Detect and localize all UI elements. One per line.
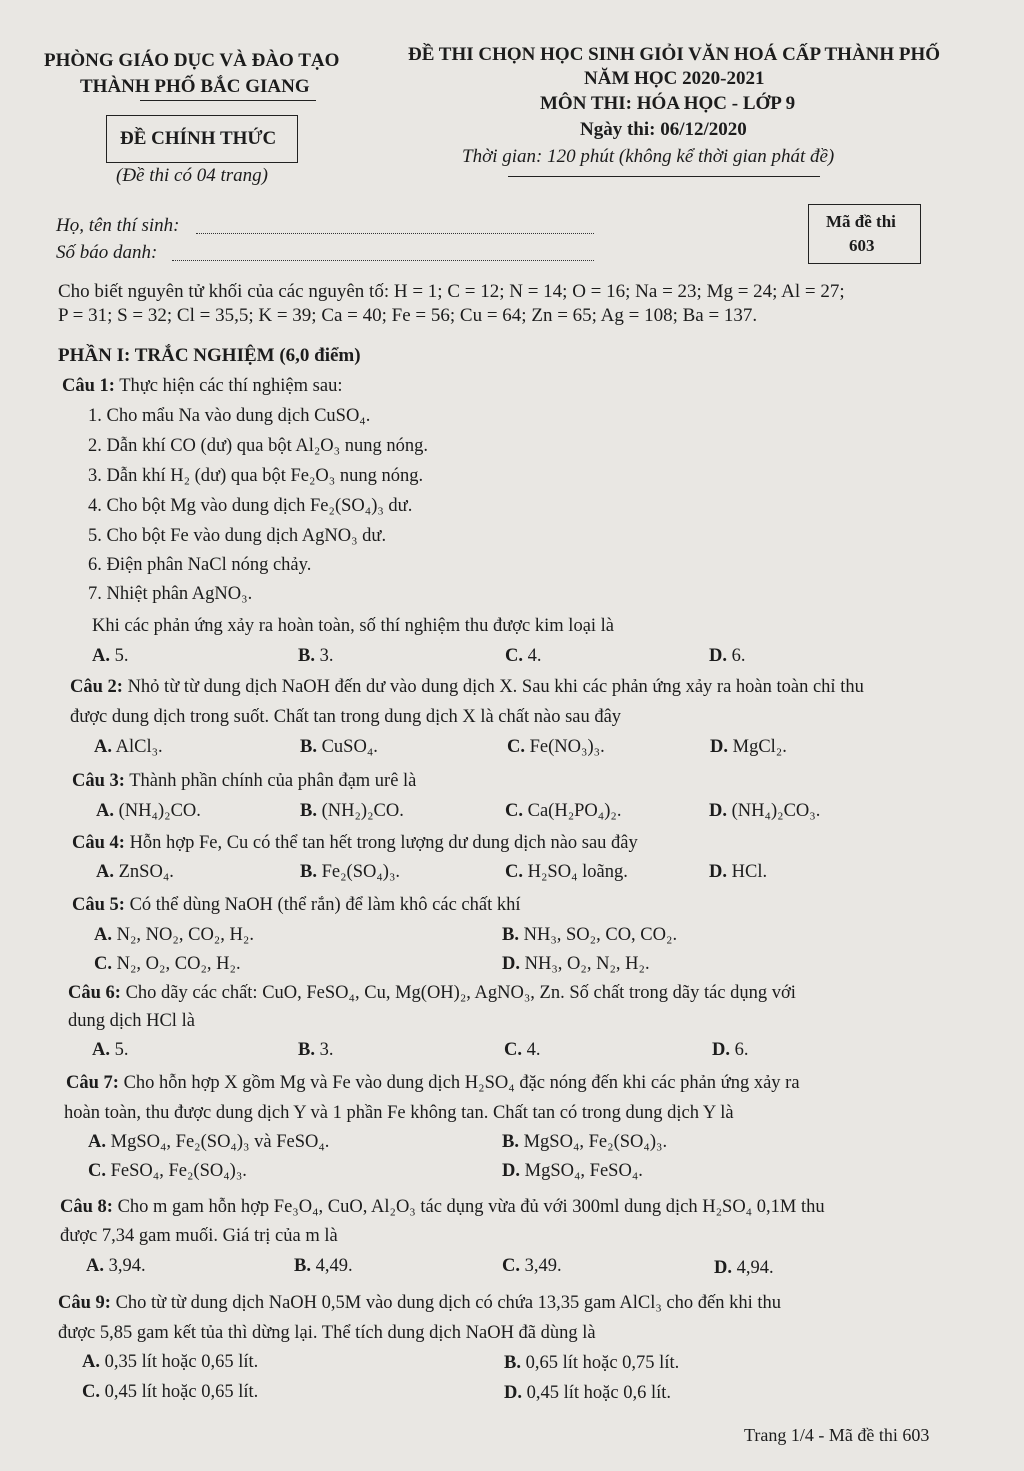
question-1-text: Thực hiện các thí nghiệm sau: bbox=[119, 376, 343, 396]
q1-prompt: Khi các phản ứng xảy ra hoàn toàn, số thí nghiệm thu được kim loại là bbox=[92, 616, 615, 636]
question-9-label: Câu 9: bbox=[58, 1293, 111, 1313]
q3-option-d: D. (NH₄)₂CO₃. bbox=[709, 801, 821, 821]
question-7-line1: Cho hỗn hợp X gồm Mg và Fe vào dung dịch H₂SO₄ đặc nóng đến khi các phản ứng xảy ra bbox=[123, 1073, 800, 1093]
question-6-label: Câu 6: bbox=[68, 983, 121, 1003]
question-8-label: Câu 8: bbox=[60, 1197, 113, 1217]
pages-note: (Đề thi có 04 trang) bbox=[116, 165, 268, 186]
q5-option-c: C. N₂, O₂, CO₂, H₂. bbox=[94, 954, 241, 974]
question-5 bbox=[72, 895, 521, 916]
q3-option-b: B. (NH₂)₂CO. bbox=[300, 801, 404, 821]
q5-option-d: D. NH₃, O₂, N₂, H₂. bbox=[502, 954, 650, 974]
question-4-label: Câu 4: bbox=[72, 833, 125, 853]
q8-option-c: C. 3,49. bbox=[502, 1256, 562, 1276]
duration: Thời gian: 120 phút (không kể thời gian phát đề) bbox=[462, 146, 835, 167]
q1-item-1: 1. Cho mẩu Na vào dung dịch CuSO₄. bbox=[88, 406, 371, 426]
q2-option-c: C. Fe(NO₃)₃. bbox=[507, 737, 605, 757]
question-8-line1: Cho m gam hỗn hợp Fe₃O₄, CuO, Al₂O₃ tác dụng vừa đủ với 300ml dung dịch H₂SO₄ 0,1M thu bbox=[117, 1197, 825, 1217]
question-6-line2: dung dịch HCl là bbox=[68, 1011, 195, 1031]
q1-item-6: 6. Điện phân NaCl nóng chảy. bbox=[88, 555, 312, 575]
q7-option-a: A. MgSO₄, Fe₂(SO₄)₃ và FeSO₄. bbox=[88, 1132, 330, 1152]
q1-option-d: D. 6. bbox=[709, 646, 746, 666]
question-7-line2: hoàn toàn, thu được dung dịch Y và 1 phần Fe không tan. Chất tan có trong dung dịch Y là bbox=[64, 1103, 734, 1123]
question-9-line2: được 5,85 gam kết tủa thì dừng lại. Thể tích dung dịch NaOH đã dùng là bbox=[58, 1323, 596, 1343]
question-2-line1: Nhỏ từ từ dung dịch NaOH đến dư vào dung dịch X. Sau khi các phản ứng xảy ra hoàn toàn chỉ thu bbox=[127, 677, 864, 697]
q1-item-3: 3. Dẫn khí H₂ (dư) qua bột Fe₂O₃ nung nóng. bbox=[88, 466, 424, 486]
page-footer: Trang 1/4 - Mã đề thi 603 bbox=[744, 1425, 930, 1445]
q7-option-d: D. MgSO₄, FeSO₄. bbox=[502, 1161, 643, 1181]
q6-option-c: C. 4. bbox=[504, 1040, 541, 1060]
official-label: ĐỀ CHÍNH THỨC bbox=[120, 128, 277, 149]
q9-option-c: C. 0,45 lít hoặc 0,65 lít. bbox=[82, 1382, 259, 1402]
q6-option-b: B. 3. bbox=[298, 1040, 334, 1060]
q4-option-c: C. H₂SO₄ loãng. bbox=[505, 862, 628, 882]
question-2-line2: được dung dịch trong suốt. Chất tan trong dung dịch X là chất nào sau đây bbox=[70, 707, 622, 727]
question-5-label: Câu 5: bbox=[72, 895, 125, 915]
question-1 bbox=[62, 376, 342, 397]
q1-option-a: A. 5. bbox=[92, 646, 129, 666]
atomic-masses-line2: P = 31; S = 32; Cl = 35,5; K = 39; Ca = 40; Fe = 56; Cu = 64; Zn = 65; Ag = 108; Ba = 137. bbox=[58, 305, 758, 326]
q1-item-7: 7. Nhiệt phân AgNO₃. bbox=[88, 584, 253, 604]
question-2 bbox=[70, 677, 864, 698]
q6-option-a: A. 5. bbox=[92, 1040, 129, 1060]
q1-option-c: C. 4. bbox=[505, 646, 542, 666]
q2-option-b: B. CuSO₄. bbox=[300, 737, 378, 757]
q9-option-d: D. 0,45 lít hoặc 0,6 lít. bbox=[504, 1383, 672, 1403]
exam-code-label: Mã đề thi bbox=[826, 212, 896, 231]
question-2-label: Câu 2: bbox=[70, 677, 123, 697]
q3-option-c: C. Ca(H₂PO₄)₂. bbox=[505, 801, 622, 821]
question-8-line2: được 7,34 gam muối. Giá trị của m là bbox=[60, 1226, 338, 1246]
candidate-name-label: Họ, tên thí sinh: bbox=[56, 215, 180, 236]
q1-item-4: 4. Cho bột Mg vào dung dịch Fe₂(SO₄)₃ dư. bbox=[88, 496, 413, 516]
candidate-id-field bbox=[172, 260, 594, 261]
q7-option-c: C. FeSO₄, Fe₂(SO₄)₃. bbox=[88, 1161, 247, 1181]
q7-option-b: B. MgSO₄, Fe₂(SO₄)₃. bbox=[502, 1132, 668, 1152]
q6-option-d: D. 6. bbox=[712, 1040, 749, 1060]
q8-option-b: B. 4,49. bbox=[294, 1256, 353, 1276]
city-name: THÀNH PHỐ BẮC GIANG bbox=[80, 76, 310, 97]
question-8 bbox=[60, 1197, 825, 1218]
exam-date: Ngày thi: 06/12/2020 bbox=[580, 119, 747, 140]
subject: MÔN THI: HÓA HỌC - LỚP 9 bbox=[540, 93, 796, 114]
question-3-label: Câu 3: bbox=[72, 771, 125, 791]
department-name: PHÒNG GIÁO DỤC VÀ ĐÀO TẠO bbox=[44, 50, 340, 71]
question-9-line1: Cho từ từ dung dịch NaOH 0,5M vào dung dịch có chứa 13,35 gam AlCl₃ cho đến khi thu bbox=[115, 1293, 782, 1313]
q1-item-5: 5. Cho bột Fe vào dung dịch AgNO₃ dư. bbox=[88, 526, 387, 546]
q8-option-d: D. 4,94. bbox=[714, 1258, 774, 1278]
q3-option-a: A. (NH₄)₂CO. bbox=[96, 801, 201, 821]
q5-option-a: A. N₂, NO₂, CO₂, H₂. bbox=[94, 925, 254, 945]
q8-option-a: A. 3,94. bbox=[86, 1256, 146, 1276]
header-underline-left bbox=[140, 100, 316, 101]
school-year: NĂM HỌC 2020-2021 bbox=[584, 68, 765, 89]
question-3-text: Thành phần chính của phân đạm urê là bbox=[129, 771, 417, 791]
q5-option-b: B. NH₃, SO₂, CO, CO₂. bbox=[502, 925, 678, 945]
atomic-masses-line1: Cho biết nguyên tử khối của các nguyên tố: H = 1; C = 12; N = 14; O = 16; Na = 23; Mg = 24; Al = 27; bbox=[58, 281, 845, 302]
q2-option-d: D. MgCl₂. bbox=[710, 737, 787, 757]
question-6 bbox=[68, 983, 796, 1004]
candidate-name-field bbox=[196, 233, 594, 234]
q4-option-a: A. ZnSO₄. bbox=[96, 862, 174, 882]
exam-title: ĐỀ THI CHỌN HỌC SINH GIỎI VĂN HOÁ CẤP THÀNH PHỐ bbox=[408, 44, 941, 65]
q9-option-b: B. 0,65 lít hoặc 0,75 lít. bbox=[504, 1353, 680, 1373]
question-7 bbox=[66, 1073, 800, 1094]
q1-item-2: 2. Dẫn khí CO (dư) qua bột Al₂O₃ nung nóng. bbox=[88, 436, 428, 456]
header-underline-right bbox=[508, 176, 820, 177]
q4-option-d: D. HCl. bbox=[709, 862, 768, 882]
exam-code-value: 603 bbox=[849, 236, 875, 255]
q4-option-b: B. Fe₂(SO₄)₃. bbox=[300, 862, 401, 882]
question-6-line1: Cho dãy các chất: CuO, FeSO₄, Cu, Mg(OH)₂, AgNO₃, Zn. Số chất trong dãy tác dụng với bbox=[125, 983, 796, 1003]
question-9 bbox=[58, 1293, 781, 1314]
q2-option-a: A. AlCl₃. bbox=[94, 737, 163, 757]
question-3 bbox=[72, 771, 416, 792]
q1-option-b: B. 3. bbox=[298, 646, 334, 666]
question-5-text: Có thể dùng NaOH (thể rắn) để làm khô các chất khí bbox=[129, 895, 521, 915]
section-title: PHẦN I: TRẮC NGHIỆM (6,0 điểm) bbox=[58, 345, 361, 366]
question-1-label: Câu 1: bbox=[62, 376, 115, 396]
question-7-label: Câu 7: bbox=[66, 1073, 119, 1093]
q9-option-a: A. 0,35 lít hoặc 0,65 lít. bbox=[82, 1352, 259, 1372]
candidate-id-label: Số báo danh: bbox=[56, 242, 158, 263]
question-4-text: Hỗn hợp Fe, Cu có thể tan hết trong lượng dư dung dịch nào sau đây bbox=[129, 833, 638, 853]
question-4 bbox=[72, 833, 638, 854]
